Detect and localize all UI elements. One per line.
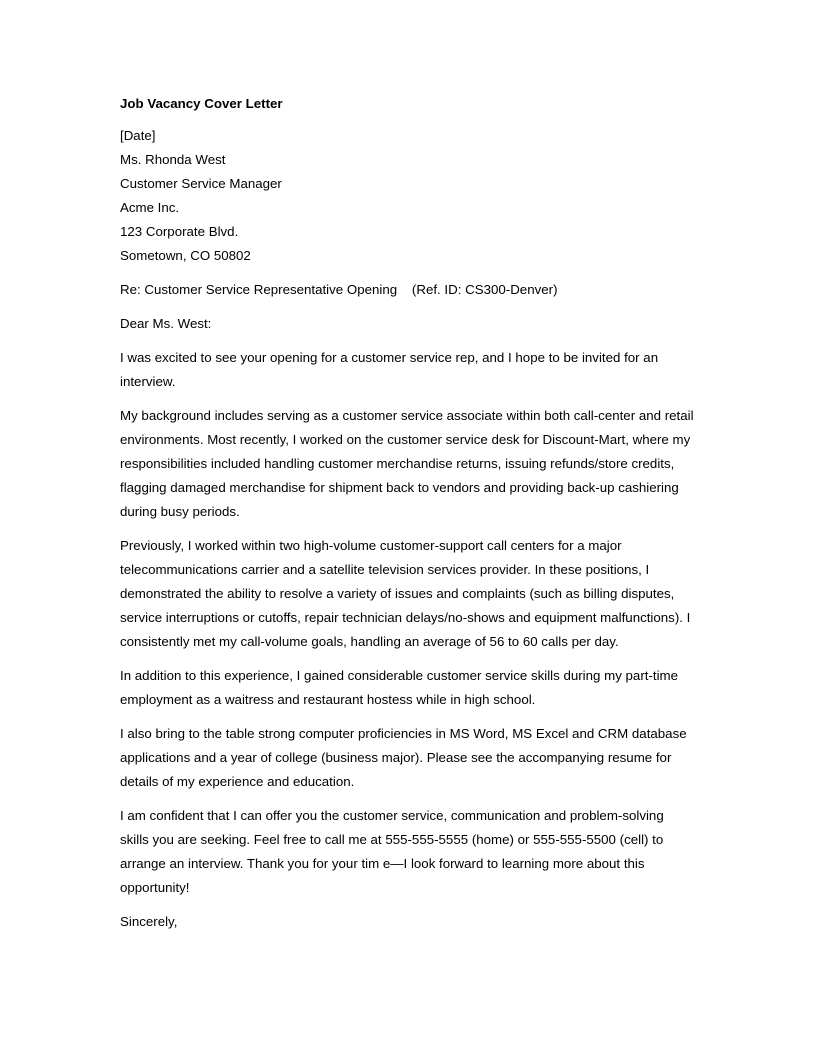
subject-line: Re: Customer Service Representative Opening (Ref. ID: CS300-Denver) [120, 282, 558, 297]
recipient-street: 123 Corporate Blvd. [120, 224, 239, 239]
recipient-company: Acme Inc. [120, 200, 180, 215]
paragraph-previous-experience: Previously, I worked within two high-volume customer-support call centers for a major telecommunications carrier and a satellite television services provider. In these positions, I demonstrated the ability to resolve a variety of issues and complaints (such as billing disputes, service interruptions or cutoffs, repair technician delays/no-shows and equipment malfunctions). I consistently met my call-volume goals, handling an average of 56 to 60 calls per day. [120, 538, 691, 649]
date-line: [Date] [120, 128, 156, 143]
recipient-name: Ms. Rhonda West [120, 152, 226, 167]
recipient-title: Customer Service Manager [120, 176, 282, 191]
complimentary-close: Sincerely, [120, 914, 178, 929]
recipient-address-block [120, 124, 696, 268]
paragraph-additional-experience: In addition to this experience, I gained considerable customer service skills during my part-time employment as a waitress and restaurant hostess while in high school. [120, 668, 678, 707]
paragraph-background: My background includes serving as a customer service associate within both call-center and retail environments. Most recently, I worked on the customer service desk for Discount-Mart, where my responsibilities included handling customer merchandise returns, issuing refunds/store credits, flagging damaged merchandise for shipment back to vendors and providing back-up cashiering during busy periods. [120, 408, 694, 519]
paragraph-closing-remarks: I am confident that I can offer you the customer service, communication and problem-solving skills you are seeking. Feel free to call me at 555-555-5555 (home) or 555-555-5500 (cell) to arrange an interview. Thank you for your tim e—I look forward to learning more about this opportunity! [120, 808, 664, 895]
recipient-city-state-zip: Sometown, CO 50802 [120, 248, 251, 263]
salutation: Dear Ms. West: [120, 316, 212, 331]
letter-body [120, 94, 696, 934]
paragraph-intro: I was excited to see your opening for a customer service rep, and I hope to be invited for an interview. [120, 350, 659, 389]
letter-title: Job Vacancy Cover Letter [120, 96, 283, 111]
paragraph-computer-skills: I also bring to the table strong computer proficiencies in MS Word, MS Excel and CRM database applications and a year of college (business major). Please see the accompanying resume for details of my experience and education. [120, 726, 687, 789]
